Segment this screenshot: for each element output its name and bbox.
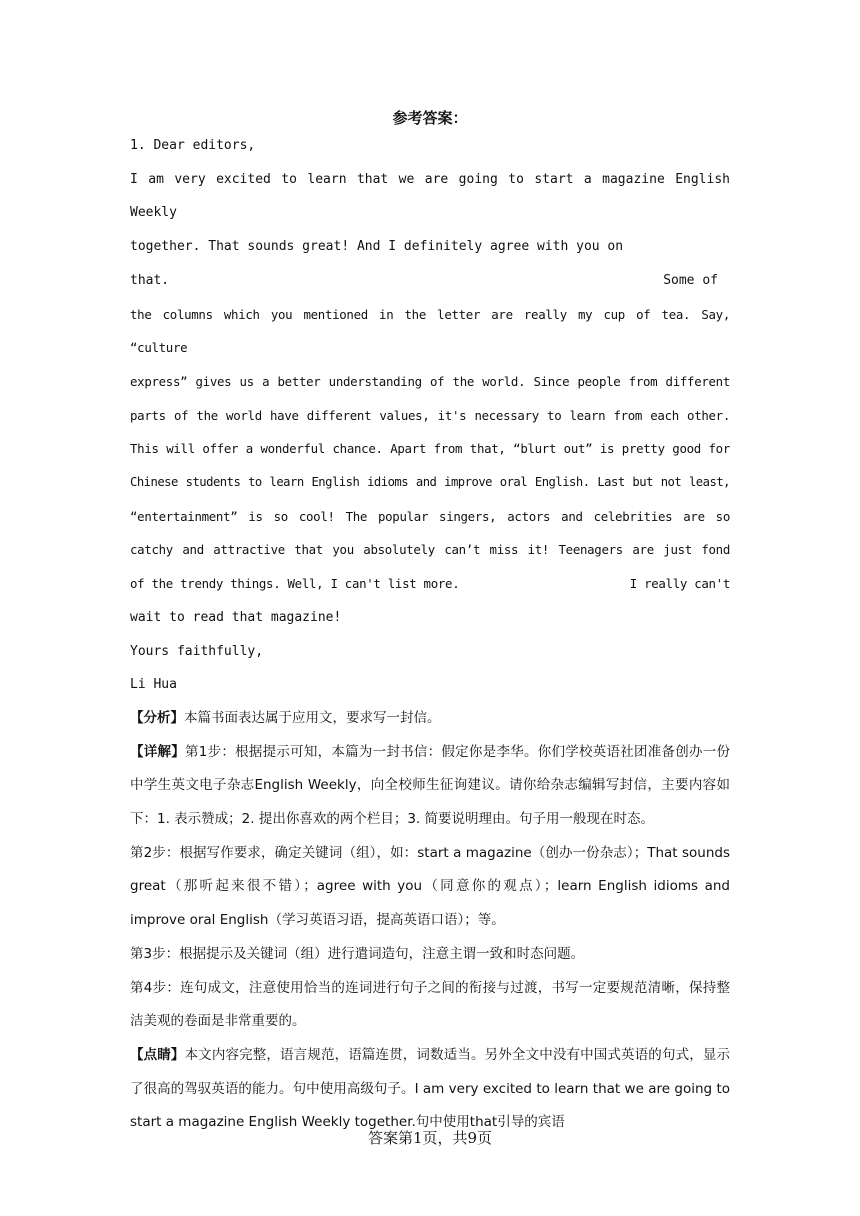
letter-line: catchy and attractive that you absolutely can’t miss it! Teenagers are just fond [130,542,730,558]
analysis-label: 【分析】 [130,709,184,726]
letter-line-end: Some of [663,272,718,288]
page-title: 参考答案： [392,109,468,127]
detail-label: 【详解】 [130,743,186,760]
letter-signature: Li Hua [130,677,177,693]
letter-salutation: Dear editors, [153,138,256,153]
letter-line: This will offer a wonderful chance. Apart from that, “blurt out” is pretty good for [130,441,730,457]
comment-paragraph [130,1039,730,1140]
detail-step-2: 第2步：根据写作要求，确定关键词（组），如：start a magazine（创办一份杂志）；That sounds great（那听起来很不错）；agree with you（同意你的观点）；learn English idioms and improve oral English（学习英语习语，提高英语口语）；等。 [130,844,730,929]
letter-line: “entertainment” is so cool! The popular singers, actors and celebrities are so [130,508,730,524]
page-footer: 答案第1页，共9页 [367,1129,493,1147]
letter-line-start: of the trendy things. Well, I can't list more. [130,576,460,592]
comment-label: 【点睛】 [130,1046,185,1063]
detail-step-4: 第4步：连句成文，注意使用恰当的连词进行句子之间的衔接与过渡，书写一定要规范清晰，保持整洁美观的卷面是非常重要的。 [130,979,730,1030]
answer-body [130,129,730,1140]
detail-step-3: 第3步：根据提示及关键词（组）进行遣词造句，注意主谓一致和时态问题。 [130,945,585,962]
letter-line: together. That sounds great! And I definitely agree with you on [130,239,624,255]
detail-step-1: 第1步：根据提示可知，本篇为一封书信：假定你是李华。你们学校英语社团准备创办一份中学生英文电子杂志English Weekly，向全校师生征询建议。请你给杂志编辑写封信，主要内容如下：1. 表示赞成；2. 提出你喜欢的两个栏目；3. 简要说明理由。句子用一般现在时态。 [130,743,730,828]
letter-line: the columns which you mentioned in the letter are really my cup of tea. Say, “culture [130,306,730,356]
letter-line: I am very excited to learn that we are going to start a magazine English Weekly [130,171,730,221]
analysis-text: 本篇书面表达属于应用文，要求写一封信。 [184,709,441,726]
detail-paragraph [130,736,730,837]
letter-line-end: I really can't [629,576,730,592]
letter-line [130,264,730,298]
analysis-paragraph [130,702,730,736]
letter-line: Chinese students to learn English idioms and improve oral English. Last but not least, [130,475,730,490]
letter-line-start: that. [130,272,170,288]
letter-line: parts of the world have different values, it's necessary to learn from each other. [130,407,730,423]
letter-line: wait to read that magazine! [130,609,342,625]
letter-salutation-line [130,129,730,163]
question-number: 1. [130,138,146,153]
comment-text: 本文内容完整，语言规范，语篇连贯，词数适当。另外全文中没有中国式英语的句式，显示了很高的驾驭英语的能力。句中使用高级句子。I am very excited to learn that we are going to start a magazine English Weekly together.句中使用that引导的宾语 [130,1046,731,1131]
letter-line [130,567,730,601]
letter-line: express” gives us a better understanding of the world. Since people from different [130,373,730,389]
letter-closing: Yours faithfully, [130,643,264,659]
